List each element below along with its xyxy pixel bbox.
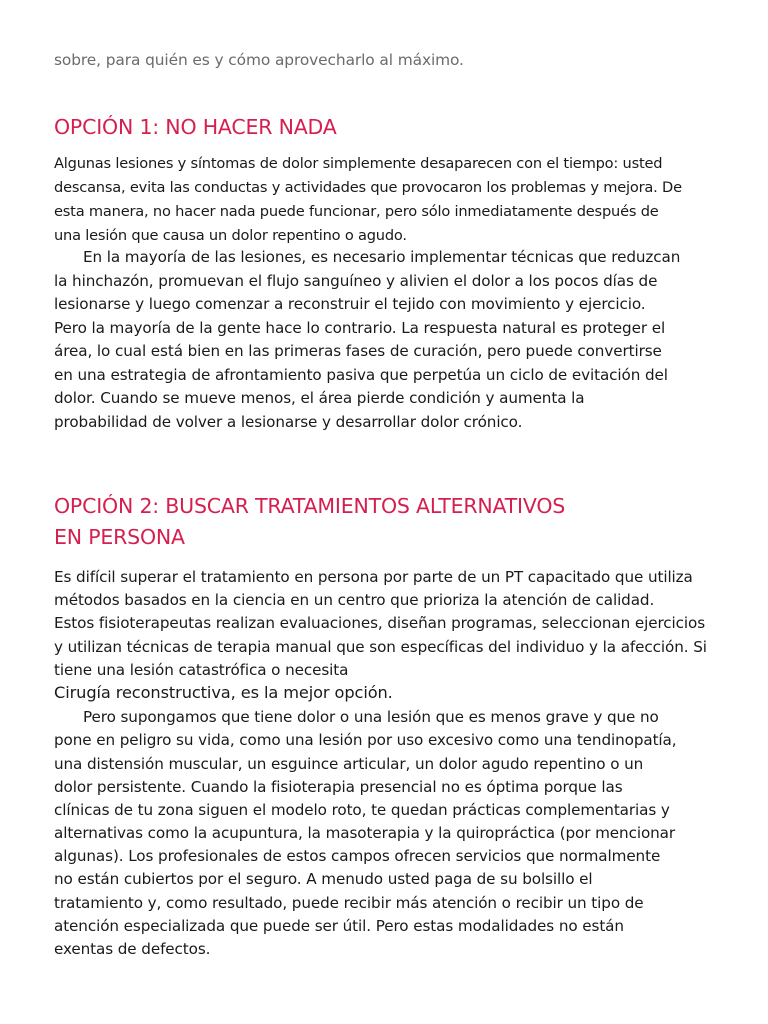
section2-heading-line-2: EN PERSONA bbox=[54, 525, 185, 549]
text-line: En la mayoría de las lesiones, es necesario implementar técnicas que reduzcan bbox=[83, 248, 681, 266]
section1-heading: OPCIÓN 1: NO HACER NADA bbox=[54, 115, 337, 139]
text-line: dolor. Cuando se mueve menos, el área pierde condición y aumenta la bbox=[54, 389, 585, 407]
text-line: no están cubiertos por el seguro. A menudo usted paga de su bolsillo el bbox=[54, 870, 593, 888]
text-line: descansa, evita las conductas y actividades que provocaron los problemas y mejora. De bbox=[54, 179, 682, 196]
text-line: atención especializada que puede ser útil. Pero estas modalidades no están bbox=[54, 917, 624, 935]
text-line: probabilidad de volver a lesionarse y desarrollar dolor crónico. bbox=[54, 413, 523, 431]
text-line: la hinchazón, promuevan el flujo sanguíneo y alivien el dolor a los pocos días de bbox=[54, 272, 658, 290]
intro-line: sobre, para quién es y cómo aprovecharlo al máximo. bbox=[54, 51, 464, 69]
text-line: tiene una lesión catastrófica o necesita bbox=[54, 661, 349, 679]
text-line: alternativas como la acupuntura, la masoterapia y la quiropráctica (por mencionar bbox=[54, 824, 676, 842]
text-line: pone en peligro su vida, como una lesión por uso excesivo como una tendinopatía, bbox=[54, 731, 677, 749]
text-line: una distensión muscular, un esguince articular, un dolor agudo repentino o un bbox=[54, 755, 644, 773]
text-line: Cirugía reconstructiva, es la mejor opción. bbox=[54, 683, 393, 702]
section2-heading-line-1: OPCIÓN 2: BUSCAR TRATAMIENTOS ALTERNATIVOS bbox=[54, 494, 566, 518]
text-line: en una estrategia de afrontamiento pasiva que perpetúa un ciclo de evitación del bbox=[54, 366, 668, 384]
text-line: tratamiento y, como resultado, puede recibir más atención o recibir un tipo de bbox=[54, 894, 644, 912]
text-line: esta manera, no hacer nada puede funcionar, pero sólo inmediatamente después de bbox=[54, 203, 659, 220]
text-line: exentas de defectos. bbox=[54, 940, 211, 958]
text-line: Pero supongamos que tiene dolor o una lesión que es menos grave y que no bbox=[83, 708, 659, 726]
text-line: una lesión que causa un dolor repentino o agudo. bbox=[54, 227, 407, 244]
text-line: lesionarse y luego comenzar a reconstruir el tejido con movimiento y ejercicio. bbox=[54, 295, 646, 313]
text-line: métodos basados en la ciencia en un centro que prioriza la atención de calidad. bbox=[54, 591, 655, 609]
text-line: área, lo cual está bien en las primeras fases de curación, pero puede convertirse bbox=[54, 342, 662, 360]
text-line: Estos fisioterapeutas realizan evaluaciones, diseñan programas, seleccionan ejercicios bbox=[54, 614, 706, 632]
text-line: Es difícil superar el tratamiento en persona por parte de un PT capacitado que utiliza bbox=[54, 568, 693, 586]
text-line: Pero la mayoría de la gente hace lo contrario. La respuesta natural es proteger el bbox=[54, 319, 666, 337]
text-line: algunas). Los profesionales de estos campos ofrecen servicios que normalmente bbox=[54, 847, 661, 865]
text-line: clínicas de tu zona siguen el modelo roto, te quedan prácticas complementarias y bbox=[54, 801, 670, 819]
text-line: dolor persistente. Cuando la fisioterapia presencial no es óptima porque las bbox=[54, 778, 623, 796]
text-line: Algunas lesiones y síntomas de dolor simplemente desaparecen con el tiempo: usted bbox=[54, 155, 663, 172]
text-line: y utilizan técnicas de terapia manual que son específicas del individuo y la afección. Si bbox=[54, 638, 707, 656]
